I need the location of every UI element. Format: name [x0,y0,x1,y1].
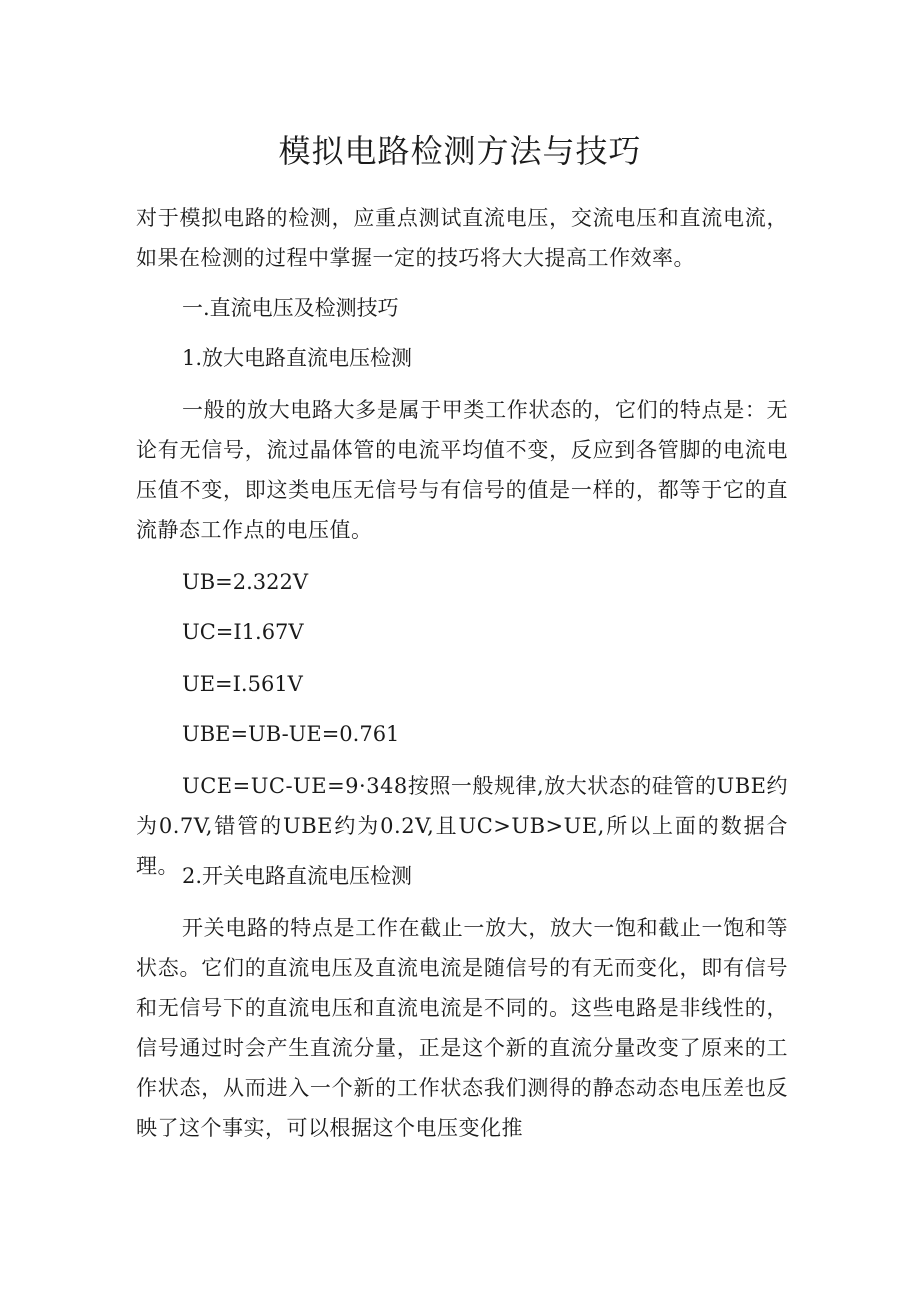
subsection-heading-amplifier: 1.放大电路直流电压检测 [182,346,413,370]
formula-uc: UC=I1.67V [182,620,304,644]
paragraph-uce-analysis: UCE=UC-UE=9·348按照一般规律,放大状态的硅管的UBE约为0.7V,错管的UBE约为0.2V,且UC>UB>UE,所以上面的数据合理。 [136,774,788,878]
section-heading-dc-voltage: 一.直流电压及检测技巧 [182,296,399,320]
paragraph-amplifier-description: 一般的放大电路大多是属于甲类工作状态的，它们的特点是：无论有无信号，流过晶体管的电流平均值不变，反应到各管脚的电流电压值不变，即这类电压无信号与有信号的值是一样的，都等于它的直流静态工作点的电压值。 [136,398,788,542]
formula-ub: UB=2.322V [182,570,309,594]
intro-paragraph: 对于模拟电路的检测，应重点测试直流电压，交流电压和直流电流，如果在检测的过程中掌握一定的技巧将大大提高工作效率。 [136,206,788,270]
document-title: 模拟电路检测方法与技巧 [278,132,642,170]
formula-ube: UBE=UB-UE=0.761 [182,722,400,746]
subsection-heading-switching: 2.开关电路直流电压检测 [182,864,413,888]
paragraph-switching-description: 开关电路的特点是工作在截止一放大，放大一饱和截止一饱和等状态。它们的直流电压及直流电流是随信号的有无而变化，即有信号和无信号下的直流电压和直流电流是不同的。这些电路是非线性的，信号通过时会产生直流分量，正是这个新的直流分量改变了原来的工作状态，从而进入一个新的工作状态我们测得的静态动态电压差也反映了这个事实，可以根据这个电压变化推 [136,916,788,1140]
formula-ue: UE=I.561V [182,672,303,696]
